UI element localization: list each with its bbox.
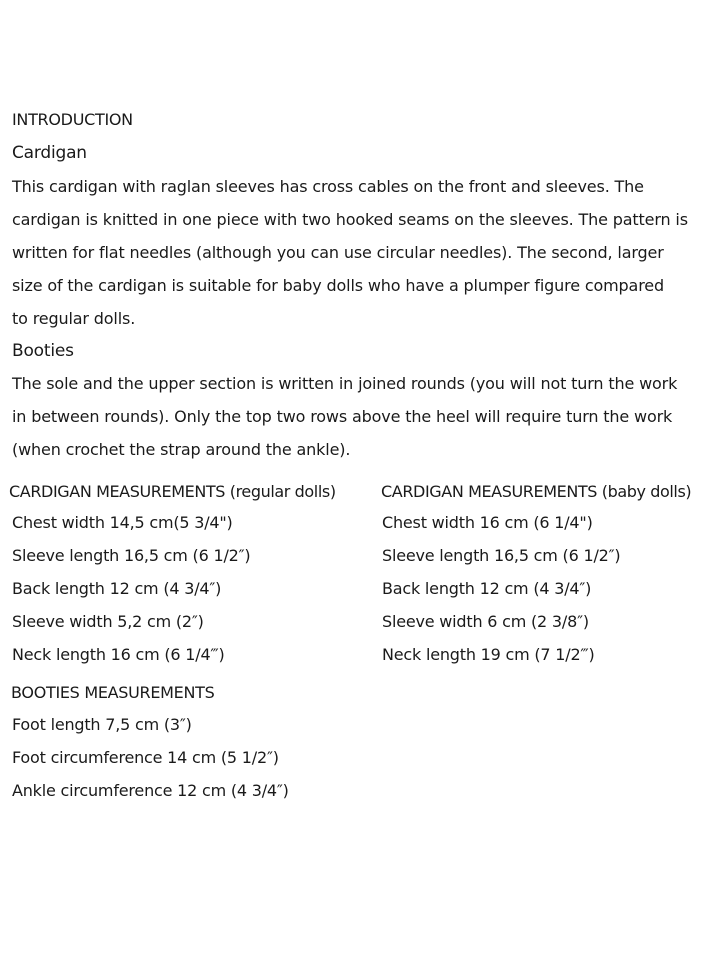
measurement-item: Neck length 16 cm (6 1/4‴) [12, 645, 225, 664]
measurement-item: Neck length 19 cm (7 1/2‴) [382, 645, 595, 664]
measurement-item: Foot circumference 14 cm (5 1/2″) [12, 748, 279, 767]
paragraph-line: (when crochet the strap around the ankle). [12, 440, 351, 459]
introduction-heading: INTRODUCTION [12, 110, 133, 129]
booties-description [12, 367, 712, 466]
booties-subheading: Booties [12, 341, 74, 361]
cardigan-subheading: Cardigan [12, 143, 87, 163]
paragraph-line: to regular dolls. [12, 309, 136, 328]
measurement-item: Ankle circumference 12 cm (4 3/4″) [12, 781, 289, 800]
paragraph-line: The sole and the upper section is written in joined rounds (you will not turn the work [12, 374, 678, 393]
measurement-item: Sleeve width 5,2 cm (2″) [12, 612, 204, 631]
cardigan-description [12, 170, 712, 335]
measurement-item: Sleeve width 6 cm (2 3/8″) [382, 612, 589, 631]
paragraph-line: written for flat needles (although you can use circular needles). The second, larger [12, 243, 664, 262]
paragraph-line: in between rounds). Only the top two rows above the heel will require turn the work [12, 407, 673, 426]
paragraph-line: This cardigan with raglan sleeves has cross cables on the front and sleeves. The [12, 177, 644, 196]
measurement-item: Foot length 7,5 cm (3″) [12, 715, 192, 734]
measurement-item: Back length 12 cm (4 3/4″) [12, 579, 222, 598]
measurement-item: Sleeve length 16,5 cm (6 1/2″) [12, 546, 251, 565]
cardigan-baby-heading: CARDIGAN MEASUREMENTS (baby dolls) [381, 482, 692, 501]
paragraph-line: cardigan is knitted in one piece with two hooked seams on the sleeves. The pattern is [12, 210, 688, 229]
booties-measurements-heading: BOOTIES MEASUREMENTS [11, 683, 215, 702]
measurement-item: Back length 12 cm (4 3/4″) [382, 579, 592, 598]
cardigan-regular-heading: CARDIGAN MEASUREMENTS (regular dolls) [9, 482, 336, 501]
paragraph-line: size of the cardigan is suitable for baby dolls who have a plumper figure compared [12, 276, 664, 295]
measurement-item: Chest width 16 cm (6 1/4") [382, 513, 593, 532]
measurement-item: Chest width 14,5 cm(5 3/4") [12, 513, 233, 532]
measurement-item: Sleeve length 16,5 cm (6 1/2″) [382, 546, 621, 565]
